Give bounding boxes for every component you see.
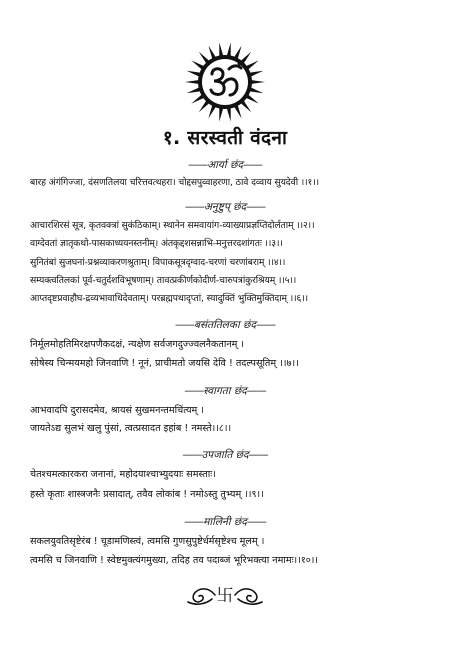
verse-line: जायतेऽद्य सुलभं खलु पुंसां, त्वत्प्रसादत इहांब ! नमस्ते।।८।। — [30, 423, 232, 434]
meter-heading: ——बसंततिलका छंद—— — [175, 319, 275, 331]
swastika-ornament-icon — [184, 582, 266, 608]
meter-heading: ——स्वागता छंद—— — [184, 385, 266, 397]
verse-line: आभवादपि दुरासदमेव, श्रायसं सुखमनन्तमचिंत्यम् । — [30, 405, 204, 416]
meter-heading: ——आर्या छंद—— — [188, 159, 262, 171]
meter-heading: ——मालिनी छंद—— — [184, 516, 266, 528]
meter-name: बसंततिलका छंद — [194, 319, 256, 331]
meter-name: अनुष्टुप् छंद — [203, 201, 247, 213]
verse-line: आप्तदृष्टप्रवाहौघ-द्रव्यभावाधिदेवताम्। परब्रह्मपथादृप्तां, स्यादुक्तिं भुक्तिमुक्तिदाम् ।।६।। — [30, 293, 308, 304]
verse-line: सुनितंबां सुजघनां-प्रश्नव्याकरणश्रुताम्। विपाकसूत्रदृग्वाद-चरणां चरणांबराम् ।।४।। — [30, 257, 286, 268]
page-title: १. सरस्वती वंदना — [162, 127, 288, 149]
verse-line: निर्मूलमोहतिमिरक्षपणैकदक्षं, न्यक्षेण सर्वजगदुज्ज्वलनैकतानम् । — [30, 339, 245, 350]
verse-line: आचारशिरसं सूत्र, कृतवक्त्रां सुकंठिकाम्। स्थानेन समवायांग-व्याख्याप्रज्ञप्तिदोर्लताम् ।।२।। — [30, 220, 315, 231]
verse-line: बारह अंगंगिज्जा, दंसणतिलया चरित्तवत्थहरा। चोद्दसपुव्वाहरणा, ठावे दव्वाय सुयदेवी ।।१।। — [30, 177, 319, 188]
verse-line: सोषेस्य चिन्मयमहो जिनवाणि ! नूनं, प्राचीमतो जयसि देवि ! तदल्पसूतिम् ।।७।। — [30, 358, 299, 369]
meter-heading: ——अनुष्टुप् छंद—— — [184, 201, 266, 213]
swastika-symbol: 卐 — [216, 586, 234, 606]
meter-heading: ——उपजाति छंद—— — [182, 449, 268, 461]
verse-line: वाग्देवतां ज्ञातृकथो-पासकाध्ययनस्तनीम्। अंतकृद्दशसन्नाभि-मनुत्तरदशांगतः ।।३।। — [30, 238, 283, 249]
verse-line: हस्ते कृताः शास्त्रजनैः प्रसादात्, तवैव लोकांब ! नमोऽस्तु तुभ्यम् ।।९।। — [30, 489, 264, 500]
verse-line: सम्यक्त्वतिलकां पूर्व-चतुर्दशविभूषणाम्। तावत्प्रकीर्णकोदीर्ण-चारुपत्रांकुरश्रियम् ।।५।। — [30, 275, 297, 286]
verse-line: सकलयुवतिसृष्टेरंब ! चूडामणिस्त्वं, त्वमसि गुणसुपुष्टेर्धर्मसृष्टेश्च मूलम् । — [30, 536, 265, 547]
meter-name: स्वागता छंद — [203, 385, 247, 397]
meter-name: मालिनी छंद — [203, 516, 247, 528]
om-sun-icon — [183, 40, 267, 124]
verse-line: त्वमसि च जिनवाणि ! स्वेष्टमुक्त्यंगमुख्या, तदिह तव पदाब्जं भूरिभक्त्या नमामः।।१०।। — [30, 555, 319, 566]
meter-name: उपजाति छंद — [201, 449, 249, 461]
verse-line: चेतश्चमत्कारकरा जनानां, महोदयाश्चाभ्युदयाः समस्ताः। — [30, 469, 216, 480]
meter-name: आर्या छंद — [207, 159, 243, 171]
